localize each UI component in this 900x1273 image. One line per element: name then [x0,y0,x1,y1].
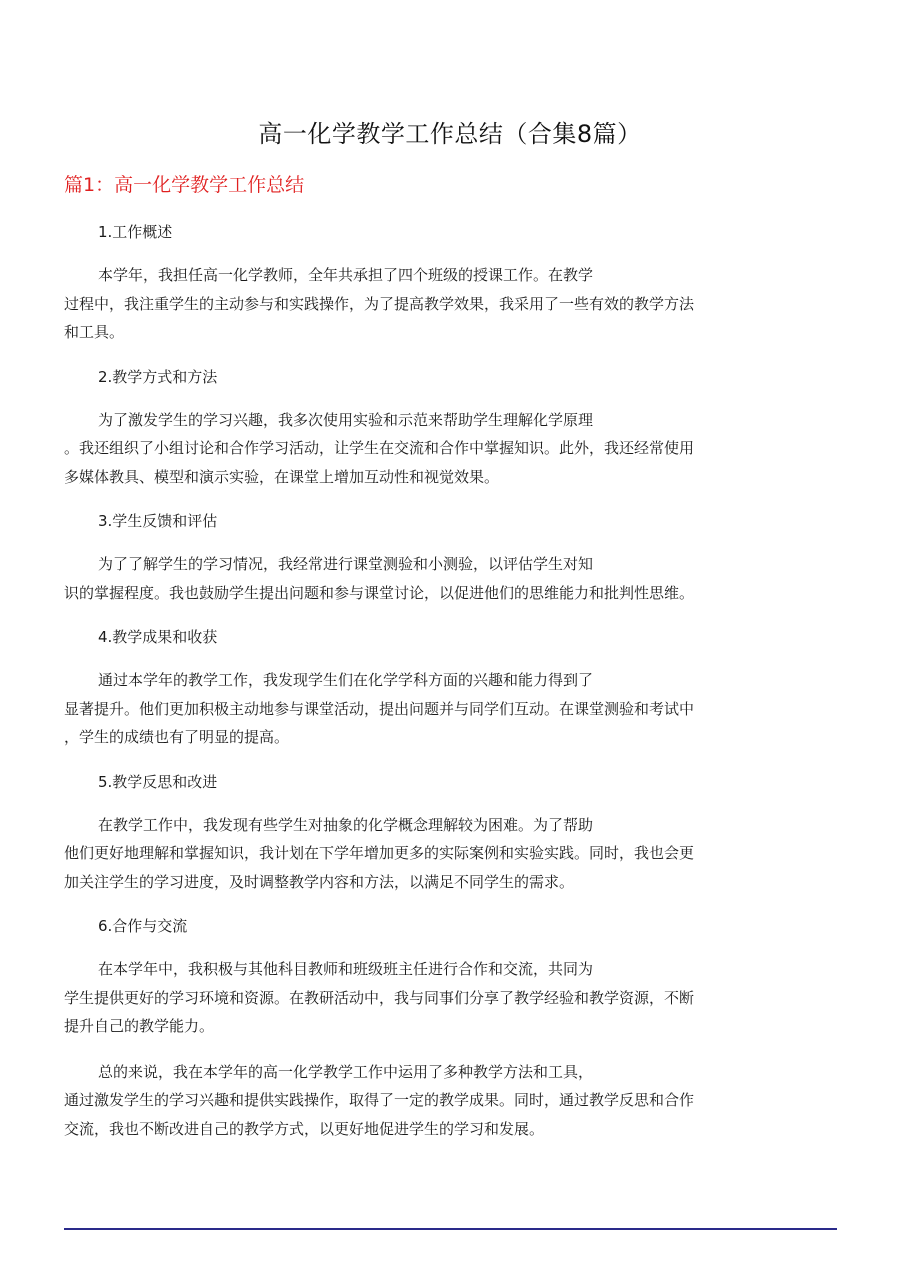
paragraph-line: 通过激发学生的学习兴趣和提供实践操作，取得了一定的教学成果。同时，通过教学反思和合作 [64,1091,695,1109]
paragraph-line: 识的掌握程度。我也鼓励学生提出问题和参与课堂讨论，以促进他们的思维能力和批判性思维。 [64,583,695,602]
paragraph-line: 在教学工作中，我发现有些学生对抽象的化学概念理解较为困难。为了帮助 [98,815,594,834]
paragraph-teaching-results [64,666,839,752]
sub-heading-work-overview: 1.工作概述 [98,223,173,241]
paragraph-line: 为了激发学生的学习兴趣，我多次使用实验和示范来帮助学生理解化学原理 [98,410,594,429]
paragraph-line: 在本学年中，我积极与其他科目教师和班级班主任进行合作和交流，共同为 [98,960,594,978]
sub-heading-student-feedback: 3.学生反馈和评估 [98,512,218,530]
paragraph-line: 和工具。 [64,323,125,341]
paragraph-line: 。我还组织了小组讨论和合作学习活动，让学生在交流和合作中掌握知识。此外，我还经常使用 [64,439,695,457]
paragraph-teaching-methods [64,406,839,492]
paragraph-work-overview [64,261,839,347]
paragraph-line: 本学年，我担任高一化学教师，全年共承担了四个班级的授课工作。在教学 [98,266,594,284]
sub-heading-cooperation: 6.合作与交流 [98,917,188,935]
paragraph-line: 他们更好地理解和掌握知识，我计划在下学年增加更多的实际案例和实验实践。同时，我也会更 [64,844,695,862]
paragraph-line: 为了了解学生的学习情况，我经常进行课堂测验和小测验，以评估学生对知 [98,555,594,573]
document-body [64,219,839,1160]
footer-divider [64,1228,837,1230]
paragraph-line: 多媒体教具、模型和演示实验，在课堂上增加互动性和视觉效果。 [64,467,500,486]
section-heading: 篇1：高一化学教学工作总结 [64,174,305,196]
paragraph-line: 显著提升。他们更加积极主动地参与课堂活动，提出问题并与同学们互动。在课堂测验和考试中 [64,699,695,718]
paragraph-line: 总的来说，我在本学年的高一化学教学工作中运用了多种教学方法和工具， [98,1062,594,1081]
paragraph-cooperation [64,955,839,1041]
sub-heading-reflection: 5.教学反思和改进 [98,772,218,791]
paragraph-conclusion [64,1058,839,1144]
paragraph-reflection [64,811,839,897]
sub-heading-teaching-results: 4.教学成果和收获 [98,628,218,646]
paragraph-student-feedback [64,550,839,607]
paragraph-line: 通过本学年的教学工作，我发现学生们在化学学科方面的兴趣和能力得到了 [98,671,594,689]
sub-heading-teaching-methods: 2.教学方式和方法 [98,367,218,386]
paragraph-line: 提升自己的教学能力。 [64,1017,215,1035]
paragraph-line: 过程中，我注重学生的主动参与和实践操作，为了提高教学效果，我采用了一些有效的教学方法 [64,294,695,313]
paragraph-line: 交流，我也不断改进自己的教学方式，以更好地促进学生的学习和发展。 [64,1119,545,1138]
paragraph-line: 学生提供更好的学习环境和资源。在教研活动中，我与同事们分享了教学经验和教学资源，不断 [64,988,695,1007]
paragraph-line: 加关注学生的学习进度，及时调整教学内容和方法，以满足不同学生的需求。 [64,872,575,891]
page-title: 高一化学教学工作总结（合集8篇） [258,120,642,148]
paragraph-line: ，学生的成绩也有了明显的提高。 [64,728,290,746]
